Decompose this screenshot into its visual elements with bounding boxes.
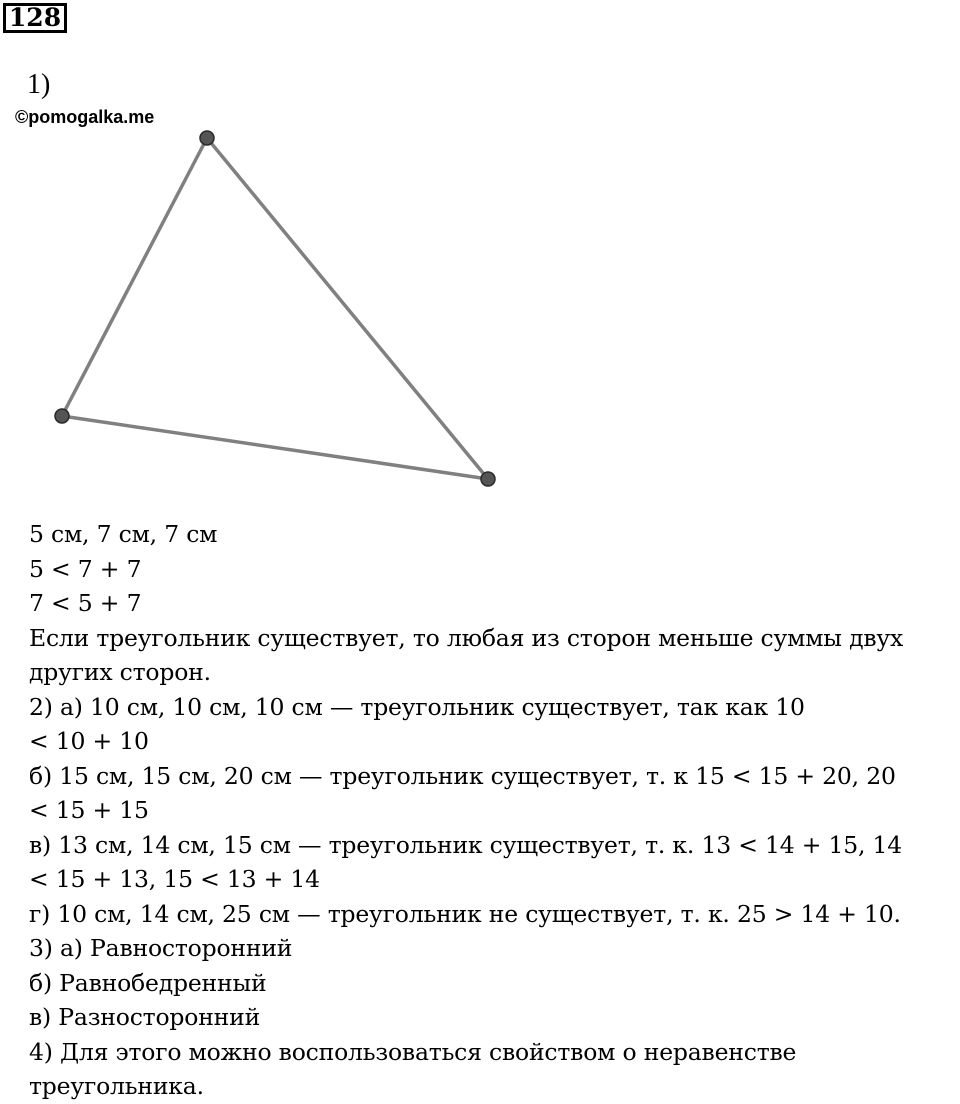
task-number-box: 128: [3, 3, 67, 33]
solution-line: < 15 + 15: [29, 796, 149, 824]
solution-line: г) 10 см, 14 см, 25 см — треугольник не существует, т. к. 25 > 14 + 10.: [29, 899, 901, 928]
solution-line: 2) а) 10 см, 10 см, 10 см — треугольник существует, так как 10: [29, 692, 805, 721]
solution-line: Если треугольник существует, то любая из сторон меньше суммы двух: [29, 623, 904, 652]
solution-line: 5 см, 7 см, 7 см: [29, 520, 218, 548]
vertex-top: [200, 131, 214, 145]
triangle-shape: [62, 138, 488, 479]
triangle-figure: [0, 0, 960, 500]
vertex-left: [55, 409, 69, 423]
solution-line: 7 < 5 + 7: [29, 589, 142, 617]
watermark: ©pomogalka.me: [15, 107, 155, 127]
solution-text: [29, 517, 959, 1104]
solution-line: б) 15 см, 15 см, 20 см — треугольник существует, т. к 15 < 15 + 20, 20: [29, 761, 896, 790]
solution-line: в) Разносторонний: [29, 1003, 261, 1031]
solution-line: < 15 + 13, 15 < 13 + 14: [29, 865, 320, 893]
solution-line: в) 13 см, 14 см, 15 см — треугольник существует, т. к. 13 < 14 + 15, 14: [29, 830, 903, 859]
solution-line: 5 < 7 + 7: [29, 554, 142, 583]
solution-line: 3) а) Равносторонний: [29, 934, 293, 962]
solution-line: б) Равнобедренный: [29, 968, 267, 997]
solution-line: 4) Для этого можно воспользоваться свойством о неравенстве: [29, 1037, 797, 1066]
solution-line: треугольника.: [29, 1072, 204, 1100]
vertex-bottom-right: [481, 472, 495, 486]
solution-line: других сторон.: [29, 658, 211, 686]
solution-line: < 10 + 10: [29, 727, 149, 755]
part-one-label: 1): [27, 69, 51, 100]
